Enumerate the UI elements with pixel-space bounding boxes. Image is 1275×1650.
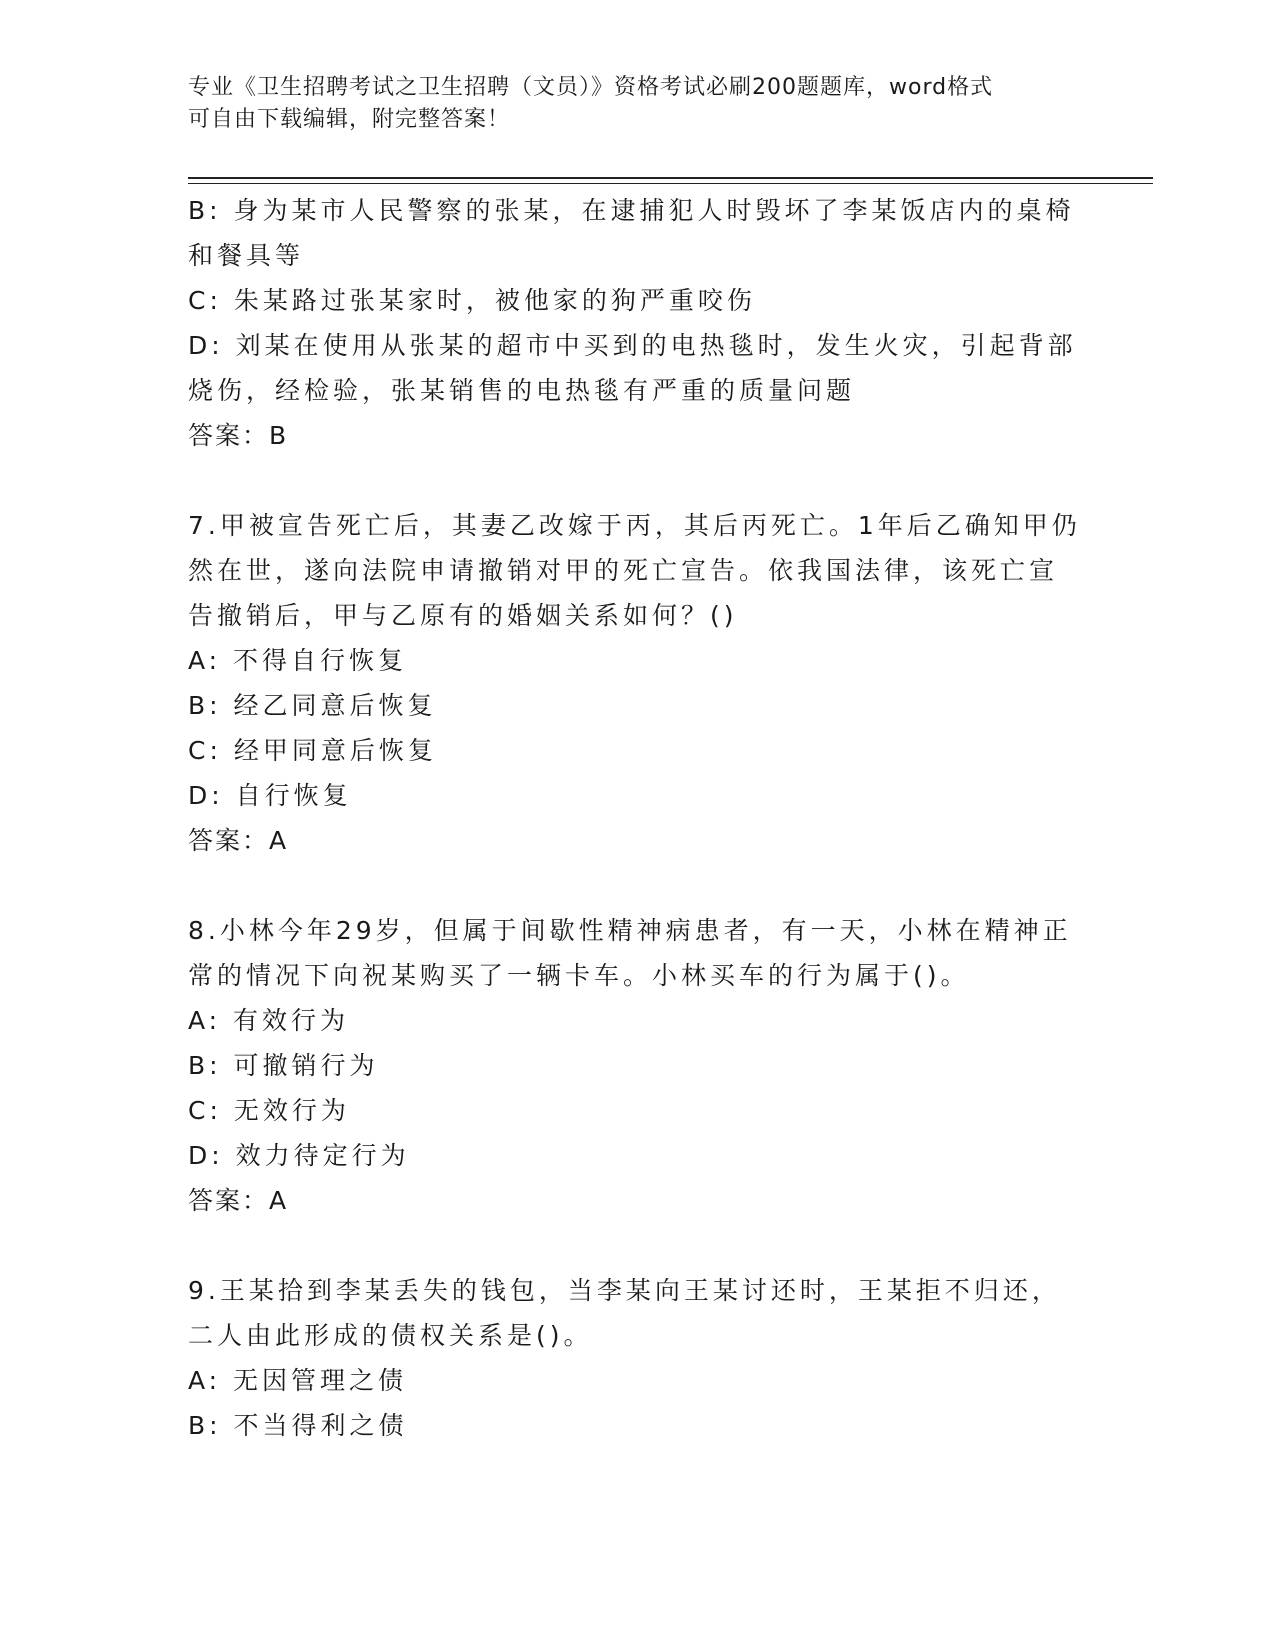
option-b-line-2: 和餐具等 <box>188 241 305 270</box>
option-d-line-1: D: 刘某在使用从张某的超市中买到的电热毯时，发生火灾，引起背部 <box>188 331 1077 360</box>
document-header <box>188 72 1088 136</box>
spacer <box>188 1223 1088 1268</box>
header-rule-thick <box>188 177 1153 179</box>
question-8 <box>188 908 1088 1223</box>
option-d: D: 效力待定行为 <box>188 1141 410 1170</box>
answer: 答案：A <box>188 1186 289 1215</box>
header-line-1: 专业《卫生招聘考试之卫生招聘（文员）》资格考试必刷200题题库，word格式 <box>188 75 994 100</box>
answer: 答案：B <box>188 421 289 450</box>
option-b: B: 经乙同意后恢复 <box>188 691 437 720</box>
question-content <box>188 188 1088 1448</box>
option-a: A: 有效行为 <box>188 1006 350 1035</box>
option-b: B: 不当得利之债 <box>188 1411 408 1440</box>
option-c: C: 朱某路过张某家时，被他家的狗严重咬伤 <box>188 286 756 315</box>
question-stem-line-1: 7.甲被宣告死亡后，其妻乙改嫁于丙，其后丙死亡。1年后乙确知甲仍 <box>188 511 1081 540</box>
option-a: A: 无因管理之债 <box>188 1366 408 1395</box>
option-c: C: 无效行为 <box>188 1096 350 1125</box>
spacer <box>188 863 1088 908</box>
question-stem-line-2: 然在世，遂向法院申请撤销对甲的死亡宣告。依我国法律，该死亡宣 <box>188 556 1059 585</box>
spacer <box>188 458 1088 503</box>
option-b: B: 可撤销行为 <box>188 1051 379 1080</box>
question-6 <box>188 188 1088 458</box>
header-rule-thin <box>188 183 1153 184</box>
question-stem-line-2: 常的情况下向祝某购买了一辆卡车。小林买车的行为属于()。 <box>188 961 970 990</box>
question-stem-line-2: 二人由此形成的债权关系是()。 <box>188 1321 593 1350</box>
option-d: D: 自行恢复 <box>188 781 352 810</box>
question-9 <box>188 1268 1088 1448</box>
question-stem-line-1: 9.王某拾到李某丢失的钱包，当李某向王某讨还时，王某拒不归还， <box>188 1276 1061 1305</box>
question-stem-line-1: 8.小林今年29岁，但属于间歇性精神病患者，有一天，小林在精神正 <box>188 916 1072 945</box>
option-c: C: 经甲同意后恢复 <box>188 736 437 765</box>
question-7 <box>188 503 1088 863</box>
option-b-line-1: B: 身为某市人民警察的张某，在逮捕犯人时毁坏了李某饭店内的桌椅 <box>188 196 1075 225</box>
option-a: A: 不得自行恢复 <box>188 646 408 675</box>
answer: 答案：A <box>188 826 289 855</box>
question-stem-line-3: 告撤销后，甲与乙原有的婚姻关系如何？() <box>188 601 738 630</box>
header-line-2: 可自由下载编辑，附完整答案！ <box>188 107 511 132</box>
option-d-line-2: 烧伤，经检验，张某销售的电热毯有严重的质量问题 <box>188 376 856 405</box>
